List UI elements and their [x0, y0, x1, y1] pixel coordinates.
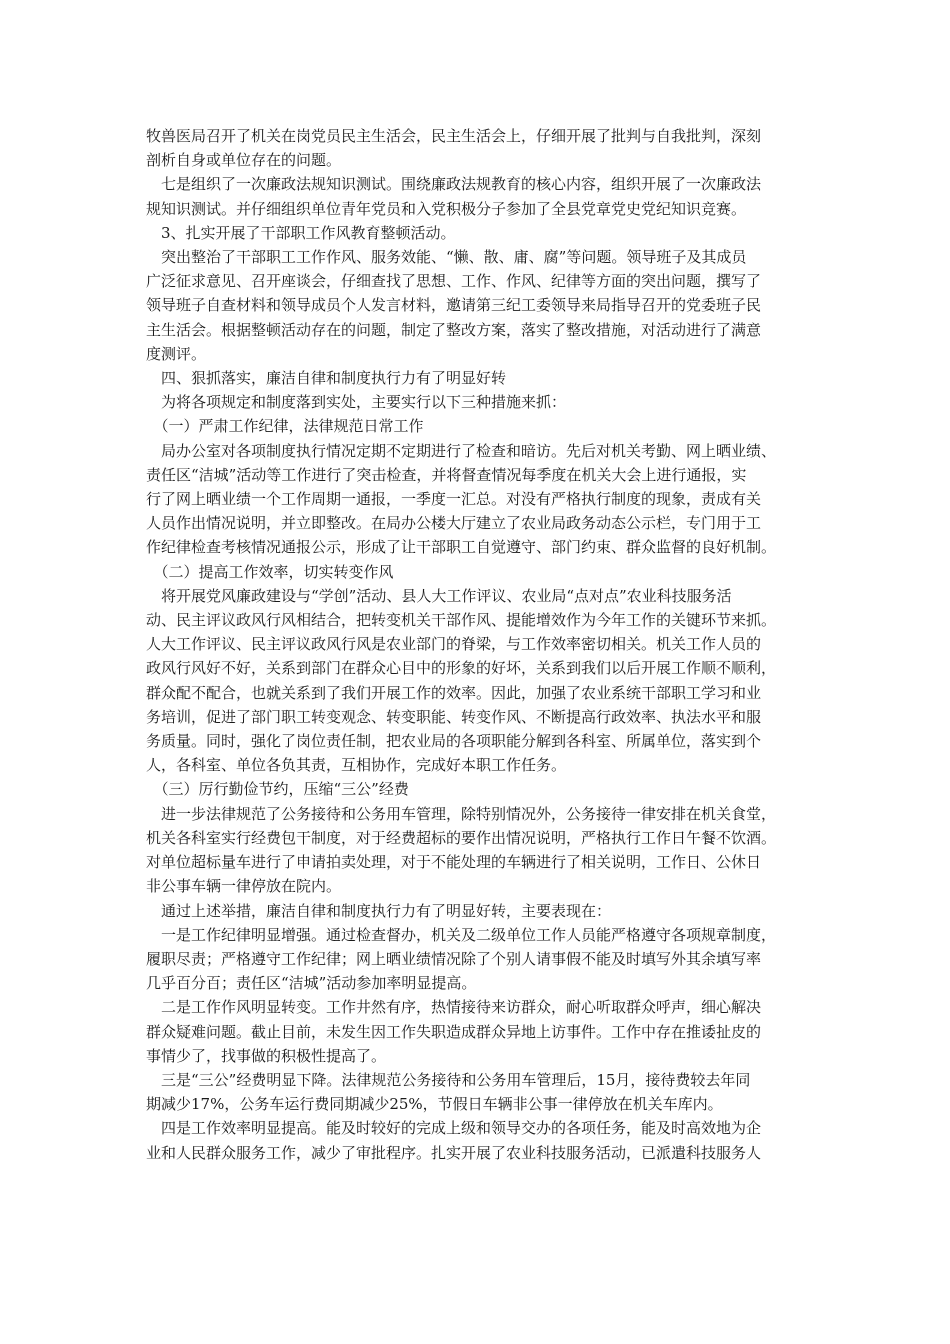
text-line: 群众疑难问题。截止目前，未发生因工作失职造成群众异地上访事件。工作中存在推诿扯皮的: [146, 1022, 762, 1041]
text-line: 人大工作评议、民主评议政风行风是农业部门的脊梁，与工作效率密切相关。机关工作人员的: [146, 635, 762, 654]
text-line: 事情少了，找事做的积极性提高了。: [146, 1046, 387, 1065]
text-line: 3、扎实开展了干部职工作风教育整顿活动。: [146, 223, 456, 242]
text-line: 群众配不配合，也就关系到了我们开展工作的效率。因此，加强了农业系统干部职工学习和业: [146, 683, 762, 702]
text-line: 牧兽医局召开了机关在岗党员民主生活会，民主生活会上，仔细开展了批判与自我批判，深刻: [146, 127, 762, 145]
paragraph: [146, 584, 802, 778]
text-line: 四、狠抓落实，廉洁自律和制度执行力有了明显好转: [146, 369, 507, 388]
paragraph: [146, 366, 802, 390]
text-line: （一）严肃工作纪律，法律规范日常工作: [146, 417, 424, 436]
text-line: 将开展党风廉政建设与“学创”活动、县人大工作评议、农业局“点对点”农业科技服务活: [146, 586, 732, 605]
text-line: 七是组织了一次廉政法规知识测试。围绕廉政法规教育的核心内容，组织开展了一次廉政法: [146, 175, 762, 194]
text-line: 四是工作效率明显提高。能及时较好的完成上级和领导交办的各项任务，能及时高效地为企: [146, 1119, 762, 1138]
paragraph: [146, 923, 802, 996]
text-line: 剖析自身或单位存在的问题。: [146, 151, 342, 170]
paragraph: [146, 802, 802, 899]
text-line: 机关各科室实行经费包干制度，对于经费超标的要作出情况说明，严格执行工作日午餐不饮酒。: [146, 828, 777, 847]
paragraph: [146, 124, 802, 172]
paragraph: [146, 560, 802, 584]
paragraph: [146, 390, 802, 414]
text-line: 度测评。: [146, 344, 207, 363]
text-line: 务培训，促进了部门职工转变观念、转变职能、转变作风、不断提高行政效率、执法水平和服: [146, 707, 762, 726]
text-line: 行了网上晒业绩一个工作周期一通报，一季度一汇总。对没有严格执行制度的现象，责成有关: [146, 490, 762, 509]
text-line: 规知识测试。并仔细组织单位青年党员和入党积极分子参加了全县党章党史党纪知识竞赛。: [146, 199, 747, 218]
text-line: 通过上述举措，廉洁自律和制度执行力有了明显好转，主要表现在：: [146, 901, 612, 920]
paragraph: [146, 439, 802, 560]
text-line: 二是工作作风明显转变。工作井然有序，热情接待来访群众，耐心听取群众呼声，细心解决: [146, 998, 762, 1017]
paragraph: [146, 172, 802, 220]
text-line: 领导班子自查材料和领导成员个人发言材料，邀请第三纪工委领导来局指导召开的党委班子民: [146, 296, 762, 315]
text-line: 期减少17%，公务车运行费同期减少25%，节假日车辆非公事一律停放在机关车库内。: [146, 1095, 723, 1114]
paragraph: [146, 245, 802, 366]
text-line: 人员作出情况说明，并立即整改。在局办公楼大厅建立了农业局政务动态公示栏，专门用于工: [146, 514, 762, 533]
text-line: 人，各科室、单位各负其责，互相协作，完成好本职工作任务。: [146, 756, 567, 775]
text-line: 三是“三公”经费明显下降。法律规范公务接待和公务用车管理后，15月，接待费较去年同: [146, 1070, 751, 1089]
text-line: 政风行风好不好，关系到部门在群众心目中的形象的好坏，关系到我们以后开展工作顺不顺利，: [146, 659, 777, 678]
text-line: 履职尽责；严格遵守工作纪律；网上晒业绩情况除了个别人请事假不能及时填写外其余填写率: [146, 949, 762, 968]
text-line: 作纪律检查考核情况通报公示，形成了让干部职工自觉遵守、部门约束、群众监督的良好机制。: [146, 538, 777, 557]
text-line: 务质量。同时，强化了岗位责任制，把农业局的各项职能分解到各科室、所属单位，落实到个: [146, 732, 762, 751]
paragraph: [146, 221, 802, 245]
text-line: 一是工作纪律明显增强。通过检查督办，机关及二级单位工作人员能严格遵守各项规章制度，: [146, 925, 777, 944]
text-line: 局办公室对各项制度执行情况定期不定期进行了检查和暗访。先后对机关考勤、网上晒业绩、: [146, 441, 777, 460]
text-line: 主生活会。根据整顿活动存在的问题，制定了整改方案，落实了整改措施，对活动进行了满意: [146, 320, 762, 339]
text-line: （二）提高工作效率，切实转变作风: [146, 562, 394, 581]
text-line: 广泛征求意见、召开座谈会，仔细查找了思想、工作、作风、纪律等方面的突出问题，撰写了: [146, 272, 762, 291]
paragraph: [146, 1068, 802, 1116]
text-line: 非公事车辆一律停放在院内。: [146, 877, 342, 896]
paragraph: [146, 995, 802, 1068]
document-body: [146, 124, 802, 1165]
paragraph: [146, 414, 802, 438]
text-line: 业和人民群众服务工作，减少了审批程序。扎实开展了农业科技服务活动，已派遣科技服务人: [146, 1143, 762, 1162]
paragraph: [146, 777, 802, 801]
text-line: 几乎百分百；责任区“洁城”活动参加率明显提高。: [146, 974, 477, 993]
text-line: 动、民主评议政风行风相结合，把转变机关干部作风、提能增效作为今年工作的关键环节来抓。: [146, 611, 777, 630]
text-line: 对单位超标量车进行了申请拍卖处理，对于不能处理的车辆进行了相关说明，工作日、公休日: [146, 853, 762, 872]
paragraph: [146, 1116, 802, 1164]
text-line: 责任区“洁城”活动等工作进行了突击检查，并将督查情况每季度在机关大会上进行通报，实: [146, 465, 747, 484]
text-line: （三）厉行勤俭节约，压缩“三公”经费: [146, 780, 409, 799]
text-line: 进一步法律规范了公务接待和公务用车管理，除特别情况外，公务接待一律安排在机关食堂，: [146, 804, 777, 823]
text-line: 为将各项规定和制度落到实处，主要实行以下三种措施来抓：: [146, 393, 567, 412]
text-line: 突出整治了干部职工工作作风、服务效能、“懒、散、庸、腐”等问题。领导班子及其成员: [146, 248, 747, 267]
paragraph: [146, 899, 802, 923]
